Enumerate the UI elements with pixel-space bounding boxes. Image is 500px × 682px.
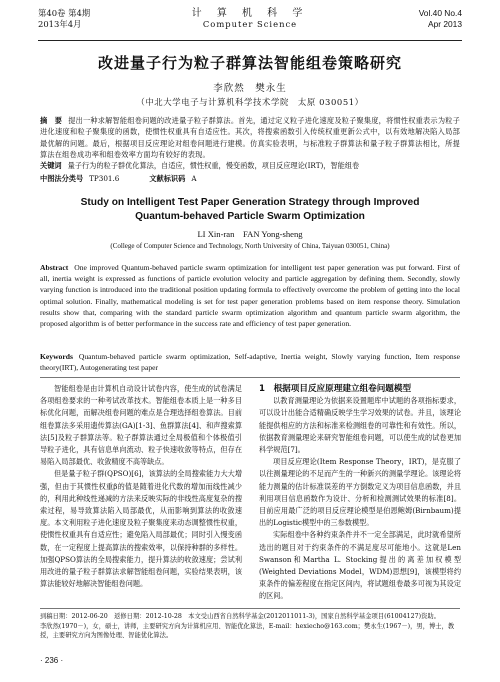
journal-name-en: Computer Science bbox=[202, 19, 298, 29]
paper-title-en-line1: Study on Intelligent Test Paper Generation Strategy through Improved bbox=[80, 197, 420, 208]
body-paragraph: 实际组卷中各种约束条件并不一定全部满足，此时就希望所选出的题目对于约束条件的不满足度尽可能地小。这就是Len Swanson和Martha L. Stocking提出的离差加权模型(Weighted Deviations Model，WDM)思想[9]，该模型将约束条件的偏差程度在指定区间内，将试题组卷最多可视为其设定的区间。 bbox=[259, 530, 461, 601]
doc-code-label: 文献标识码 bbox=[149, 174, 186, 183]
body-column-right bbox=[259, 383, 461, 603]
journal-name-cn: 计 算 机 科 学 bbox=[191, 8, 309, 19]
header-volume-cn: 第40卷 第4期 bbox=[38, 8, 91, 18]
clc-value: TP301.6 bbox=[89, 174, 120, 183]
keywords-cn-label: 关键词 bbox=[40, 161, 62, 170]
affiliation-en: (College of Computer Science and Technology, North University of China, Taiyuan 030051, China) bbox=[110, 242, 390, 250]
keywords-en bbox=[40, 351, 460, 373]
body-paragraph: 项目反应理论(Item Response Theory，IRT)，是克服了以往测量理论的不足而产生的一种新兴的测量学理论。该理论将能力测量的估计标准误差的平方倒数定义为项目信息函数，并且利用项目信息函数作为设计、分析和检测测试效果的标准[8]。目前应用最广泛的项目反应理论模型是伯恩鲍姆(Birnbaum)提出的Logistic模型中的三参数模型。 bbox=[259, 457, 461, 528]
authors-en: LI Xin-ran FAN Yong-sheng bbox=[197, 229, 303, 239]
header-date-en: Apr 2013 bbox=[428, 19, 462, 29]
keywords-cn bbox=[40, 160, 460, 171]
abstract-en-label: Abstract bbox=[40, 263, 69, 272]
header-rule bbox=[38, 40, 462, 41]
footnote-author-bio: 李欣然(1970－)，女，硕士，讲师，主要研究方向为计算机应用、智能优化算法，E-mail：hexiecho@163.com；樊永生(1967－)，男，博士，教授，主要研究方向为图像处理、智能优化算法。 bbox=[40, 622, 455, 640]
abstract-en bbox=[40, 262, 460, 329]
affiliation-cn: （中北大学电子与计算机科学技术学院 太原 030051） bbox=[136, 97, 364, 107]
header-center bbox=[38, 8, 462, 30]
section-heading-1: 1 根据项目反应原理建立组卷问题模型 bbox=[259, 384, 412, 394]
abstract-cn-text: 提出一种求解智能组卷问题的改进量子粒子群算法。首先，通过定义粒子进化速度及粒子聚集度，将惯性权重表示为粒子进化速度和粒子聚集度的函数，使惯性权重具有自适应性。其次，将搜索函数引入传统权重更新公式中，以有效地解决陷入局部最优解的问题。最后，根据项目反应理论对组卷问题进行建模。仿真实验表明，与标准粒子群算法和量子粒子群算法相比，所提算法在组卷成功率和组卷效率方面均有较好的表现。 bbox=[40, 116, 460, 159]
authors-cn: 李欣然 樊永生 bbox=[213, 83, 287, 94]
classification-cn bbox=[40, 174, 460, 184]
keywords-en-label: Keywords bbox=[40, 352, 73, 361]
running-header bbox=[38, 8, 462, 42]
doc-code-value: A bbox=[191, 174, 197, 183]
clc-label: 中图法分类号 bbox=[40, 174, 84, 183]
abstract-cn bbox=[40, 115, 460, 160]
abstract-separator bbox=[40, 377, 460, 378]
paper-title-en-line2: Quantum-behaved Particle Swarm Optimization bbox=[135, 211, 365, 222]
header-date-cn: 2013年4月 bbox=[38, 19, 82, 29]
footnote-funding: 到稿日期：2012-06-20 返修日期：2012-10-28 本文受山西省自然科学基金(2012011011-3)，国家自然科学基金项目(61004127)资助。 bbox=[40, 613, 440, 620]
paper-title-cn: 改进量子行为粒子群算法智能组卷策略研究 bbox=[97, 54, 402, 72]
page-number: · 236 · bbox=[40, 656, 64, 665]
keywords-cn-text: 量子行为的粒子群优化算法，自适应，惯性权重，慢变函数，项目反应理论(IRT)，智能组卷 bbox=[67, 161, 360, 170]
header-volume-en: Vol.40 No.4 bbox=[418, 8, 462, 18]
abstract-cn-label: 摘 要 bbox=[40, 116, 63, 125]
body-paragraph: 但是量子粒子群(QPSO)[6]，该算法的全局搜索能力大大增强，但由于其惯性权重β的值是随着进化代数的增加而线性减少的，利用此种线性递减的方法来反映实际的非线性高度复杂的搜索过程，易导致算法陷入局部最优，从而影响到算法的收敛速度。本文利用粒子进化速度及粒子聚集度来动态调整惯性权重，使惯性权重具有自适应性；避免陷入局部最优；同时引入慢变函数，在一定程度上提高算法的搜索效率，以保持种群的多样性。加强QPSO算法的全局搜索能力，提升算法的收敛速度；尝试利用改进的量子粒子群算法求解智能组卷问题，实验结果表明，该算法能较好地解决智能组卷问题。 bbox=[40, 469, 242, 589]
body-paragraph: 智能组卷是由计算机自动设计试卷内容，使生成的试卷满足各项组卷要求的一种考试改革技术。智能组卷本质上是一种多目标优化问题，而解决组卷问题的难点是合理选择组卷算法。目前组卷算法多采用遗传算法(GA)[1-3]、鱼群算法[4]、和声搜索算法[5]及粒子群算法等。粒子群算法通过全局极值和个体极值引导粒子进化，具有信息单向流动、粒子快速收敛等特点，但存在易陷入局部最优、收敛精度不高等缺点。 bbox=[40, 384, 242, 467]
abstract-en-text: One improved Quantum-behaved particle swarm optimization for intelligent test paper generation was put forward. First of all, inertia weight is expressed as functions of particle evolution velocity and particle aggregation by defining them. Secondly, slowly varying function is introduced into the traditional position updating formula to effectively overcome the problem of getting into the local optimal solution. Finally, mathematical modeling is set for test paper generation problems based on item response theory. Simulation results show that, comparing with the standard particle swarm optimization algorithm and quantum particle swarm algorithm, the proposed algorithm is of better performance in the success rate and efficiency of test paper generation. bbox=[40, 263, 460, 329]
paper-title-en bbox=[0, 196, 500, 224]
body-column-left bbox=[40, 383, 242, 590]
header-right bbox=[419, 8, 462, 30]
body-paragraph: 以教育测量理论为依据来设置题库中试题的各项指标要求，可以设计出能合适精确反映学生学习效果的试卷。并且，该理论能提供相应的方法和标准来检测组卷的可靠性和有效性。所以，依据教育测量理论来研究智能组卷问题，可以使生成的试卷更加科学规范[7]。 bbox=[259, 396, 461, 455]
keywords-en-text: Quantum-behaved particle swarm optimization, Self-adaptive, Inertia weight, Slowly varying function, Item response theory(IRT), Autogenerating test paper bbox=[40, 352, 460, 372]
footnote bbox=[40, 608, 460, 641]
